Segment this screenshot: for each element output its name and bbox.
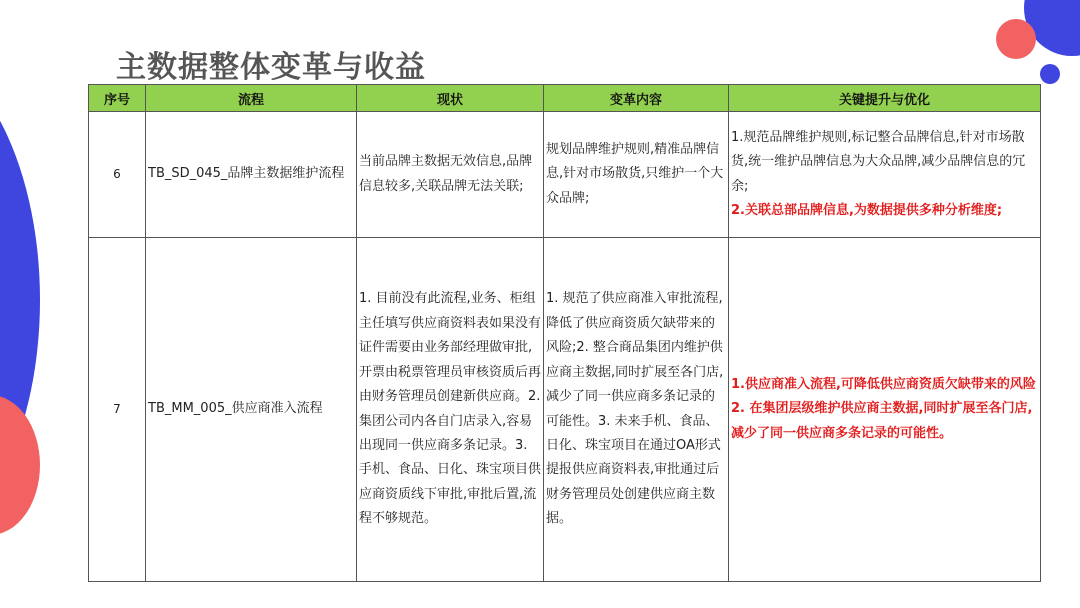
key-point-item-highlight: 2.关联总部品牌信息,为数据提供多种分析维度; bbox=[731, 202, 1003, 218]
decor-circle-red-left bbox=[0, 395, 40, 535]
table-header-row bbox=[89, 85, 1041, 112]
cell-key-points bbox=[729, 238, 1041, 582]
table-row bbox=[89, 238, 1041, 582]
key-point-item-highlight: 1.供应商准入流程,可降低供应商资质欠缺带来的风险 bbox=[731, 376, 1036, 392]
cell-no: 7 bbox=[89, 238, 146, 582]
header-no: 序号 bbox=[89, 85, 146, 112]
cell-no: 6 bbox=[89, 112, 146, 238]
table-row bbox=[89, 112, 1041, 238]
header-change: 变革内容 bbox=[544, 85, 729, 112]
header-process: 流程 bbox=[146, 85, 357, 112]
cell-status: 1. 目前没有此流程,业务、柜组主任填写供应商资料表如果没有证件需要由业务部经理做审批,开票由税票管理员审核资质后再由财务管理员创建新供应商。2. 集团公司内各自门店录入,容易出现同一供应商多条记录。3. 手机、食品、日化、珠宝项目供应商资质线下审批,审批后置,流程不够规范。 bbox=[357, 238, 544, 582]
cell-key-points bbox=[729, 112, 1041, 238]
cell-change: 规划品牌维护规则,精准品牌信息,针对市场散货,只维护一个大众品牌; bbox=[544, 112, 729, 238]
cell-process: TB_SD_045_品牌主数据维护流程 bbox=[146, 112, 357, 238]
process-table bbox=[88, 84, 1041, 582]
decor-circle-red-top-right bbox=[996, 19, 1036, 59]
key-point-item-highlight: 2. 在集团层级维护供应商主数据,同时扩展至各门店,减少了同一供应商多条记录的可能性。 bbox=[731, 401, 1033, 441]
header-key-points: 关键提升与优化 bbox=[729, 85, 1041, 112]
page-title: 主数据整体变革与收益 bbox=[116, 50, 426, 85]
cell-process: TB_MM_005_供应商准入流程 bbox=[146, 238, 357, 582]
key-point-item: 1.规范品牌维护规则,标记整合品牌信息,针对市场散货,统一维护品牌信息为大众品牌,减少品牌信息的冗余; bbox=[731, 129, 1026, 194]
decor-dot-blue-top-right bbox=[1040, 64, 1060, 84]
cell-change: 1. 规范了供应商准入审批流程,降低了供应商资质欠缺带来的风险;2. 整合商品集团内维护供应商主数据,同时扩展至各门店,减少了同一供应商多条记录的可能性。3. 未来手机、食品、日化、珠宝项目在通过OA形式提报供应商资料表,审批通过后财务管理员处创建供应商主数据。 bbox=[544, 238, 729, 582]
header-status: 现状 bbox=[357, 85, 544, 112]
cell-status: 当前品牌主数据无效信息,品牌信息较多,关联品牌无法关联; bbox=[357, 112, 544, 238]
